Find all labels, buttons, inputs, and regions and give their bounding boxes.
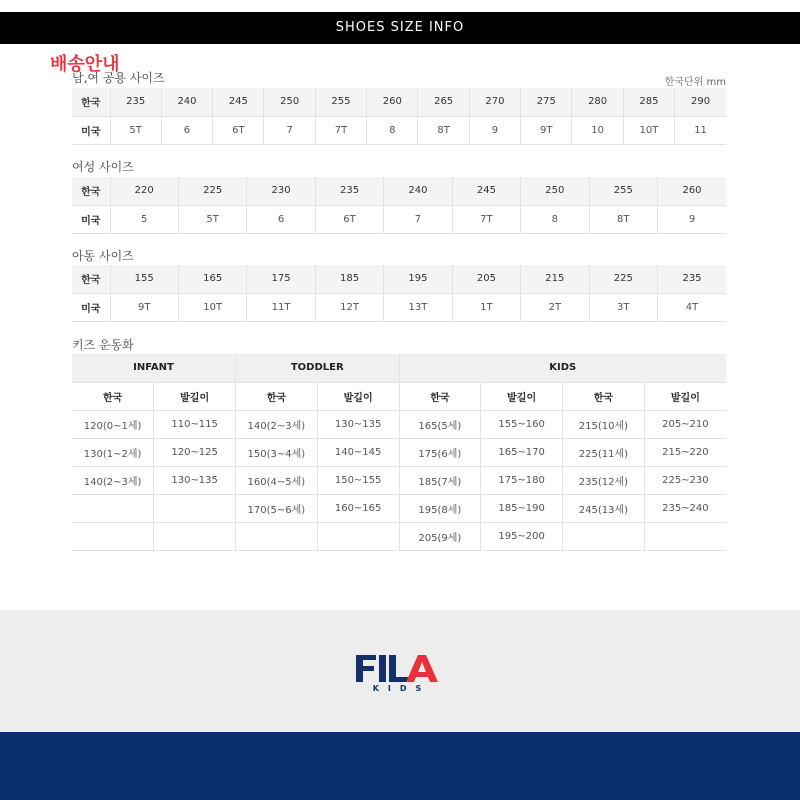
size-cell: 5T <box>110 116 161 144</box>
table-cell: 245(13세) <box>563 494 645 522</box>
unisex-size-title: 남,여 공용 사이즈 <box>72 71 165 85</box>
kr-row <box>72 265 726 293</box>
size-cell: 265 <box>418 88 469 116</box>
unit-label: 한국단위 mm <box>664 77 726 88</box>
size-cell: 225 <box>589 265 657 293</box>
size-cell: 260 <box>658 177 727 205</box>
table-row <box>72 410 726 438</box>
kids-wordmark: KIDS <box>372 684 431 693</box>
women-size-table <box>72 177 726 234</box>
size-cell: 6 <box>247 205 315 233</box>
size-cell: 8 <box>367 116 418 144</box>
table-cell: 150(3~4세) <box>236 438 318 466</box>
table-cell: 205(9세) <box>399 522 481 550</box>
row-label-kr: 한국 <box>72 88 110 116</box>
us-row <box>72 205 726 233</box>
table-cell: 130~135 <box>154 466 236 494</box>
kids-shoes-table <box>72 354 726 551</box>
table-cell <box>644 522 726 550</box>
table-cell: 110~115 <box>154 410 236 438</box>
table-cell: 185(7세) <box>399 466 481 494</box>
unisex-size-table <box>72 88 726 145</box>
children-size-title: 아동 사이즈 <box>72 249 134 263</box>
group-toddler: TODDLER <box>236 354 400 382</box>
size-cell: 7 <box>384 205 452 233</box>
table-cell <box>72 494 154 522</box>
table-row <box>72 494 726 522</box>
group-kids: KIDS <box>399 354 726 382</box>
size-cell: 285 <box>623 88 674 116</box>
size-cell: 2T <box>521 293 589 321</box>
size-cell: 280 <box>572 88 623 116</box>
table-row <box>72 466 726 494</box>
size-cell: 275 <box>521 88 572 116</box>
size-cell: 215 <box>521 265 589 293</box>
sub-header: 발길이 <box>154 382 236 410</box>
table-cell: 160(4~5세) <box>236 466 318 494</box>
table-cell: 150~155 <box>317 466 399 494</box>
size-cell: 6T <box>213 116 264 144</box>
kids-shoes-title: 키즈 운동화 <box>72 338 134 352</box>
us-row <box>72 116 726 144</box>
women-size-title: 여성 사이즈 <box>72 160 134 174</box>
table-cell <box>317 522 399 550</box>
table-cell: 215(10세) <box>563 410 645 438</box>
size-info-banner: SHOES SIZE INFO <box>0 12 800 44</box>
size-cell: 205 <box>452 265 520 293</box>
fila-logo <box>356 652 440 684</box>
size-cell: 4T <box>658 293 727 321</box>
size-cell: 235 <box>315 177 383 205</box>
table-cell: 155~160 <box>481 410 563 438</box>
size-cell: 7 <box>264 116 315 144</box>
size-cell: 270 <box>469 88 520 116</box>
table-cell <box>236 522 318 550</box>
us-row <box>72 293 726 321</box>
size-cell: 240 <box>161 88 212 116</box>
size-cell: 235 <box>658 265 727 293</box>
group-header-row <box>72 354 726 382</box>
table-cell <box>154 522 236 550</box>
sub-header: 발길이 <box>317 382 399 410</box>
sub-header: 한국 <box>563 382 645 410</box>
size-cell: 6 <box>161 116 212 144</box>
row-label-kr: 한국 <box>72 177 110 205</box>
size-cell: 9T <box>110 293 178 321</box>
size-cell: 8T <box>589 205 657 233</box>
size-cell: 225 <box>178 177 246 205</box>
shipping-info-section <box>0 732 800 800</box>
size-cell: 6T <box>315 205 383 233</box>
sub-header: 한국 <box>72 382 154 410</box>
size-cell: 7T <box>315 116 366 144</box>
size-cell: 260 <box>367 88 418 116</box>
table-cell: 140(2~3세) <box>236 410 318 438</box>
table-row <box>72 438 726 466</box>
sub-header: 발길이 <box>481 382 563 410</box>
table-cell: 195~200 <box>481 522 563 550</box>
size-cell: 10 <box>572 116 623 144</box>
size-cell: 9 <box>469 116 520 144</box>
size-cell: 230 <box>247 177 315 205</box>
size-cell: 250 <box>264 88 315 116</box>
size-cell: 185 <box>315 265 383 293</box>
size-cell: 11 <box>675 116 726 144</box>
size-cell: 11T <box>247 293 315 321</box>
table-cell: 215~220 <box>644 438 726 466</box>
size-cell: 290 <box>675 88 726 116</box>
size-cell: 250 <box>521 177 589 205</box>
table-cell: 130(1~2세) <box>72 438 154 466</box>
size-cell: 12T <box>315 293 383 321</box>
sub-header: 한국 <box>236 382 318 410</box>
table-cell: 205~210 <box>644 410 726 438</box>
size-cell: 10T <box>623 116 674 144</box>
size-cell: 240 <box>384 177 452 205</box>
table-cell: 185~190 <box>481 494 563 522</box>
table-cell: 235(12세) <box>563 466 645 494</box>
size-cell: 220 <box>110 177 178 205</box>
size-cell: 9T <box>521 116 572 144</box>
size-cell: 245 <box>213 88 264 116</box>
table-cell: 120~125 <box>154 438 236 466</box>
table-cell: 140~145 <box>317 438 399 466</box>
table-cell: 165(5세) <box>399 410 481 438</box>
table-cell: 235~240 <box>644 494 726 522</box>
row-label-kr: 한국 <box>72 265 110 293</box>
table-cell: 165~170 <box>481 438 563 466</box>
table-cell: 140(2~3세) <box>72 466 154 494</box>
table-cell: 120(0~1세) <box>72 410 154 438</box>
kr-row <box>72 177 726 205</box>
size-cell: 8 <box>521 205 589 233</box>
size-cell: 9 <box>658 205 727 233</box>
table-cell: 195(8세) <box>399 494 481 522</box>
table-cell: 225~230 <box>644 466 726 494</box>
size-cell: 235 <box>110 88 161 116</box>
size-cell: 195 <box>384 265 452 293</box>
row-label-us: 미국 <box>72 116 110 144</box>
size-cell: 255 <box>589 177 657 205</box>
size-cell: 5T <box>178 205 246 233</box>
table-cell <box>154 494 236 522</box>
group-infant: INFANT <box>72 354 236 382</box>
table-cell: 175~180 <box>481 466 563 494</box>
size-cell: 7T <box>452 205 520 233</box>
table-cell: 170(5~6세) <box>236 494 318 522</box>
kr-row <box>72 88 726 116</box>
size-cell: 8T <box>418 116 469 144</box>
table-row <box>72 522 726 550</box>
shipping-info-title: 배송안내 <box>50 54 120 75</box>
size-cell: 165 <box>178 265 246 293</box>
row-label-us: 미국 <box>72 293 110 321</box>
size-cell: 13T <box>384 293 452 321</box>
sub-header-row <box>72 382 726 410</box>
size-cell: 10T <box>178 293 246 321</box>
table-cell: 160~165 <box>317 494 399 522</box>
size-cell: 5 <box>110 205 178 233</box>
table-cell: 175(6세) <box>399 438 481 466</box>
table-cell: 225(11세) <box>563 438 645 466</box>
size-cell: 245 <box>452 177 520 205</box>
size-cell: 155 <box>110 265 178 293</box>
table-cell <box>72 522 154 550</box>
size-cell: 1T <box>452 293 520 321</box>
sub-header: 발길이 <box>644 382 726 410</box>
children-size-table <box>72 265 726 322</box>
table-cell <box>563 522 645 550</box>
sub-header: 한국 <box>399 382 481 410</box>
table-cell: 130~135 <box>317 410 399 438</box>
row-label-us: 미국 <box>72 205 110 233</box>
size-cell: 175 <box>247 265 315 293</box>
size-cell: 3T <box>589 293 657 321</box>
size-cell: 255 <box>315 88 366 116</box>
